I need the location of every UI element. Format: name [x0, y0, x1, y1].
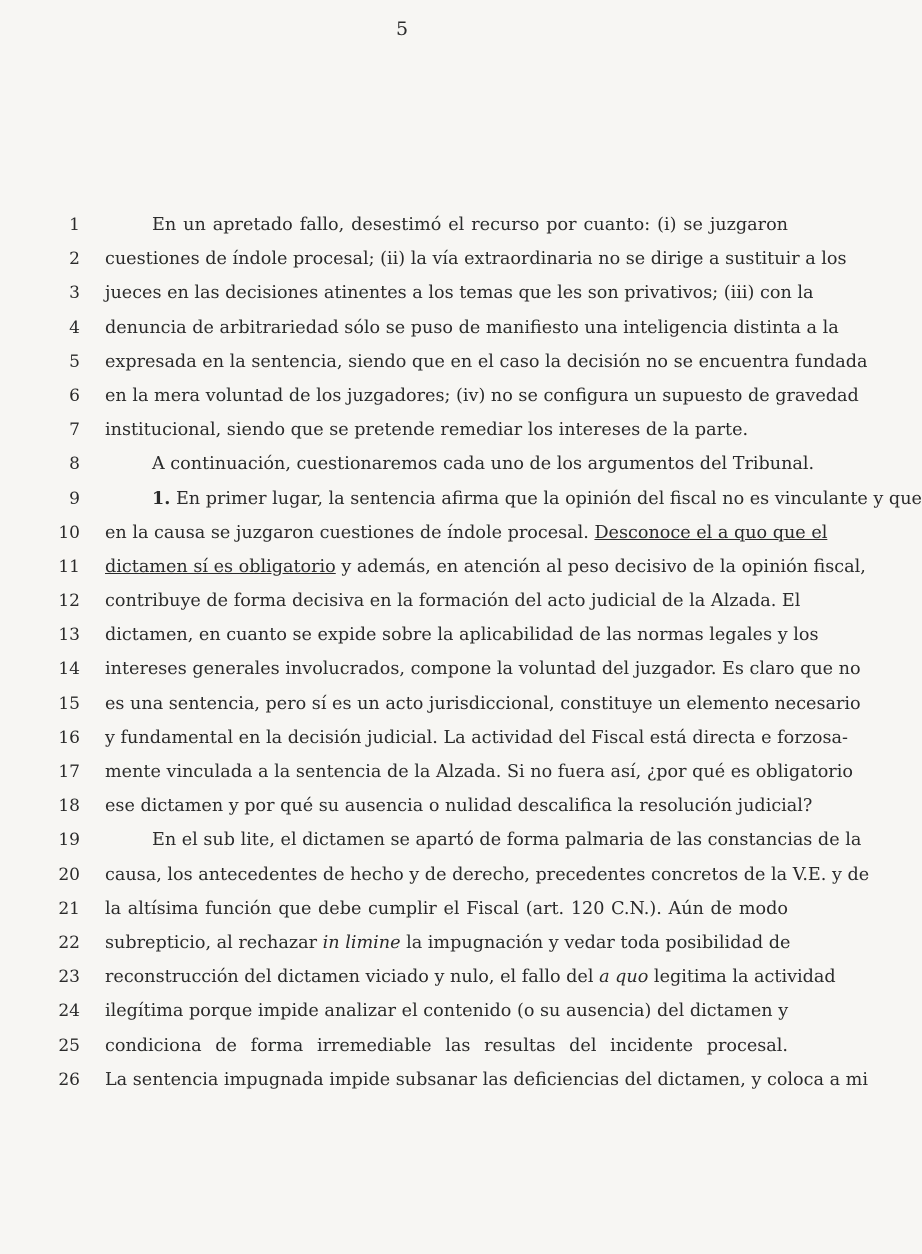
text-line: [0, 516, 828, 550]
line-text: intereses generales involucrados, compone la voluntad del juzgador. Es claro que no: [105, 659, 861, 680]
line-number: 3: [69, 283, 80, 304]
text-line: [0, 755, 853, 789]
text-line: [0, 208, 804, 242]
text-line: [0, 550, 866, 584]
line-number: 21: [58, 898, 80, 919]
line-text-part: en la causa se juzgaron cuestiones de índole procesal.: [105, 522, 595, 543]
line-number: 6: [69, 385, 80, 406]
underlined-text: Desconoce el a quo que el: [594, 522, 828, 543]
text-line: [0, 276, 814, 310]
text-line: [0, 379, 859, 413]
text-line: [0, 1029, 804, 1063]
line-number: 25: [58, 1035, 80, 1056]
text-line: [0, 858, 870, 892]
line-number: 23: [58, 967, 80, 988]
text-line: [0, 652, 861, 686]
text-line: [0, 687, 861, 721]
text-line: [0, 242, 847, 276]
line-text: ese dictamen y por qué su ausencia o nulidad descalifica la resolución judicial?: [105, 796, 813, 817]
line-text: ilegítima porque impide analizar el contenido (o su ausencia) del dictamen y: [105, 1001, 789, 1022]
line-text: denuncia de arbitrariedad sólo se puso de manifiesto una inteligencia distinta a la: [105, 317, 839, 338]
line-text: es una sentencia, pero sí es un acto jurisdiccional, constituye un elemento necesario: [105, 693, 861, 714]
underlined-text: dictamen sí es obligatorio: [105, 556, 336, 577]
line-number: 1: [69, 215, 80, 235]
page-number: 5: [395, 18, 409, 40]
line-text-part: reconstrucción del dictamen viciado y nulo, el fallo del: [105, 967, 600, 988]
line-text: y fundamental en la decisión judicial. La actividad del Fiscal está directa e forzosa-: [105, 727, 848, 748]
line-number: 14: [58, 659, 80, 680]
text-line: [0, 345, 868, 379]
italic-text: a quo: [599, 967, 649, 988]
line-text: condiciona de forma irremediable las resultas del incidente procesal.: [105, 1035, 788, 1056]
line-text: [105, 516, 828, 550]
line-text: en la mera voluntad de los juzgadores; (iv) no se configura un supuesto de gravedad: [105, 385, 859, 406]
line-text: dictamen, en cuanto se expide sobre la aplicabilidad de las normas legales y los: [105, 625, 819, 646]
text-line: [0, 1063, 868, 1097]
text-line: [0, 892, 804, 926]
line-number: 12: [58, 591, 80, 612]
line-text: La sentencia impugnada impide subsanar las deficiencias del dictamen, y coloca a mi: [105, 1069, 868, 1090]
line-text: En un apretado fallo, desestimó el recurso por cuanto: (i) se juzgaron: [152, 215, 788, 235]
line-text: cuestiones de índole procesal; (ii) la vía extraordinaria no se dirige a sustituir a los: [105, 249, 847, 270]
line-text: expresada en la sentencia, siendo que en el caso la decisión no se encuentra fundada: [105, 351, 868, 372]
line-number: 10: [58, 522, 80, 543]
line-text: mente vinculada a la sentencia de la Alzada. Si no fuera así, ¿por qué es obligatorio: [105, 762, 853, 782]
line-text-part: subrepticio, al rechazar: [105, 932, 323, 953]
text-line: [0, 926, 804, 960]
document-body: [0, 208, 922, 1097]
line-text: A continuación, cuestionaremos cada uno de los argumentos del Tribunal.: [152, 454, 815, 475]
line-number: 20: [58, 864, 80, 885]
text-line: [0, 618, 819, 652]
line-number: 9: [69, 488, 80, 509]
line-number: 24: [58, 1001, 80, 1022]
line-text: [105, 550, 866, 584]
text-line: [0, 413, 804, 447]
line-number: 13: [58, 625, 80, 646]
text-line: [0, 994, 804, 1028]
line-text: [105, 926, 791, 960]
line-text: causa, los antecedentes de hecho y de derecho, precedentes concretos de la V.E. y de: [105, 864, 870, 885]
line-text-part: y además, en atención al peso decisivo de la opinión fiscal,: [335, 556, 866, 577]
line-number: 22: [58, 932, 80, 953]
line-number: 4: [69, 317, 80, 338]
line-number: 5: [69, 351, 80, 372]
text-line: [0, 311, 839, 345]
line-number: 16: [58, 727, 80, 748]
line-text: contribuye de forma decisiva en la formación del acto judicial de la Alzada. El: [105, 591, 801, 612]
text-line: [0, 823, 862, 857]
line-text: jueces en las decisiones atinentes a los temas que les son privativos; (iii) con la: [105, 283, 814, 304]
line-text: [105, 960, 836, 994]
line-text: la altísima función que debe cumplir el Fiscal (art. 120 C.N.). Aún de modo: [105, 898, 788, 919]
line-text: institucional, siendo que se pretende remediar los intereses de la parte.: [105, 420, 749, 441]
line-text: [105, 482, 922, 516]
text-line: [0, 482, 922, 516]
line-text-part: En primer lugar, la sentencia afirma que la opinión del fiscal no es vinculante y que: [170, 488, 922, 509]
line-number: 15: [58, 693, 80, 714]
line-number: 26: [58, 1069, 80, 1090]
line-number: 11: [58, 556, 80, 577]
text-line: [0, 960, 836, 994]
text-line: [0, 584, 804, 618]
line-text: En el sub lite, el dictamen se apartó de forma palmaria de las constancias de la: [152, 830, 862, 851]
line-number: 19: [58, 830, 80, 851]
line-text-part: la impugnación y vedar toda posibilidad de: [400, 932, 791, 953]
line-number: 2: [69, 249, 80, 270]
line-number: 8: [69, 454, 80, 475]
line-number: 18: [58, 796, 80, 817]
text-line: [0, 721, 848, 755]
line-number: 7: [69, 420, 80, 441]
italic-text: in limine: [322, 932, 401, 953]
line-number: 17: [58, 762, 80, 782]
text-line: [0, 447, 815, 481]
line-text-part: legitima la actividad: [648, 967, 836, 988]
text-line: [0, 789, 813, 823]
section-number: 1.: [152, 487, 171, 509]
